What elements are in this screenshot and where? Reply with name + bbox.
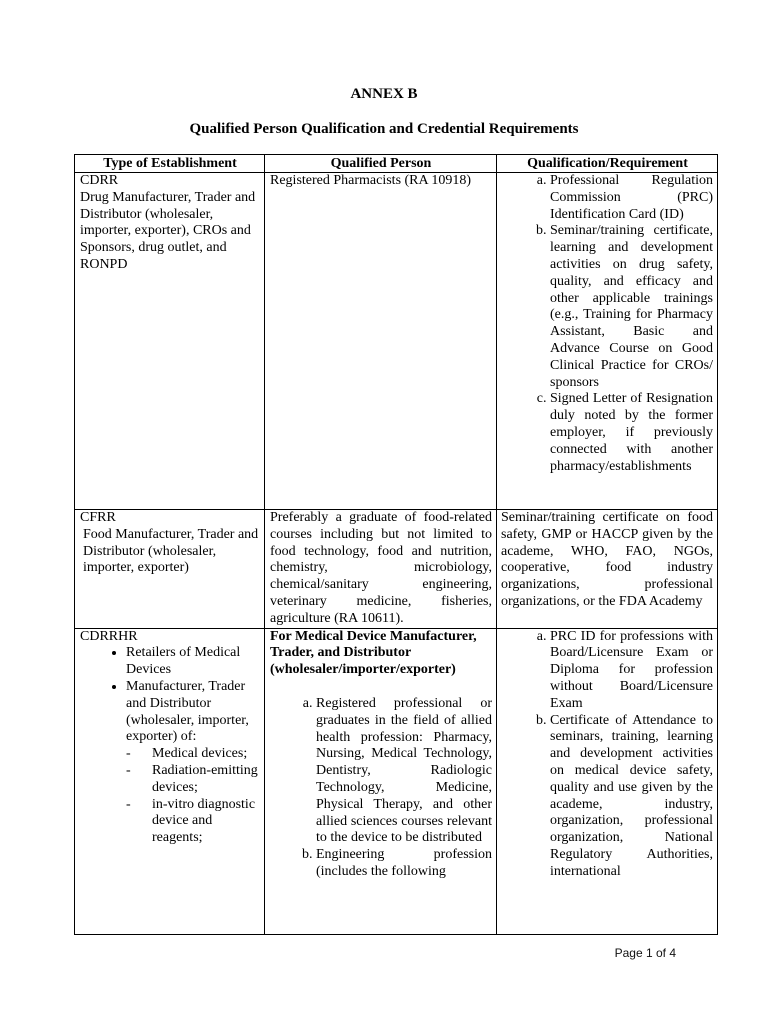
requirement-cell (497, 510, 718, 629)
list-item: • Retailers of Medical Devices (126, 645, 260, 679)
list-item: - in-vitro diagnostic device and reagents; (152, 797, 260, 847)
establishment-cell (75, 628, 265, 934)
establishment-code: CFRR (80, 510, 116, 525)
list-item (126, 679, 260, 847)
header-qualification-requirement: Qualification/Requirement (497, 155, 718, 173)
qualified-person-cell (265, 628, 497, 934)
establishment-type: Food Manufacturer, Trader and Distributor (wholesaler, importer, exporter) (83, 526, 259, 576)
qualified-person-list (270, 696, 492, 881)
list-item: a. Registered professional or graduates in the field of allied health profession: Pharmacy, Nursing, Medical Technology, Dentistry, Radiologic Technology, Medicine, Physical Therapy, and other allied sciences courses relevant to the device to be distributed (316, 696, 492, 847)
list-item: b. Seminar/training certificate, learning and development activities on drug safety, quality, and efficacy and other applicable trainings (e.g., Training for Pharmacy Assistant, Basic and Advance Course on Good Clinical Practice for CROs/ sponsors (550, 223, 713, 391)
list-item: a. Professional Regulation Commission (PRC) Identification Card (ID) (550, 173, 713, 223)
establishment-cell (75, 173, 265, 510)
table-row-cfrr (75, 510, 718, 629)
requirements-table (74, 154, 718, 935)
qualified-person-text: Preferably a graduate of food-related courses including but not limited to food technology, food and nutrition, chemistry, microbiology, chemical/sanitary engineering, veterinary medicine, fisheries, agriculture (RA 10611). (270, 510, 492, 626)
requirement-cell (497, 173, 718, 510)
list-item: b. Certificate of Attendance to seminars, training, learning and development activities on medical device safety, quality and use given by the academe, industry, organization, professional organization, National Regulatory Authorities, international (550, 713, 713, 881)
establishment-bullet-list (80, 645, 260, 847)
page-number: Page 1 of 4 (614, 946, 676, 960)
qualified-person-heading: For Medical Device Manufacturer, Trader, and Distributor (wholesaler/importer/exporter) (270, 628, 477, 678)
requirement-text: Seminar/training certificate on food safety, GMP or HACCP given by the academe, WHO, FAO, NGOs, cooperative, food industry organizations, professional organizations, or the FDA Academy (501, 510, 713, 609)
annex-label: ANNEX B (350, 86, 418, 102)
requirement-cell (497, 628, 718, 934)
establishment-code: CDRR (80, 173, 119, 188)
establishment-code: CDRRHR (80, 628, 138, 644)
list-item: a. PRC ID for professions with Board/Licensure Exam or Diploma for profession without Board/Licensure Exam (550, 629, 713, 713)
table-header-row (75, 155, 718, 173)
list-item: c. Signed Letter of Resignation duly noted by the former employer, if previously connected with another pharmacy/establishments (550, 391, 713, 475)
requirement-list (502, 173, 713, 475)
list-item-text: Manufacturer, Trader and Distributor (wholesaler, importer, exporter) of: (126, 678, 249, 745)
establishment-type: Drug Manufacturer, Trader and Distributor (wholesaler, importer, exporter), CROs and Sponsors, drug outlet, and RONPD (80, 189, 256, 272)
requirement-list (502, 629, 713, 881)
list-item: - Medical devices; (152, 746, 260, 763)
table-row-cdrr (75, 173, 718, 510)
establishment-cell (75, 510, 265, 629)
qualified-person-cell (265, 173, 497, 510)
header-type-of-establishment: Type of Establishment (75, 155, 265, 173)
device-type-list (126, 746, 260, 847)
qualified-person-text: Registered Pharmacists (RA 10918) (270, 173, 472, 188)
table-row-cdrrhr (75, 628, 718, 934)
list-item: - Radiation-emitting devices; (152, 763, 260, 797)
qualified-person-cell (265, 510, 497, 629)
header-qualified-person: Qualified Person (265, 155, 497, 173)
document-title: Qualified Person Qualification and Credential Requirements (189, 121, 579, 137)
list-item: b. Engineering profession (includes the following (316, 847, 492, 881)
